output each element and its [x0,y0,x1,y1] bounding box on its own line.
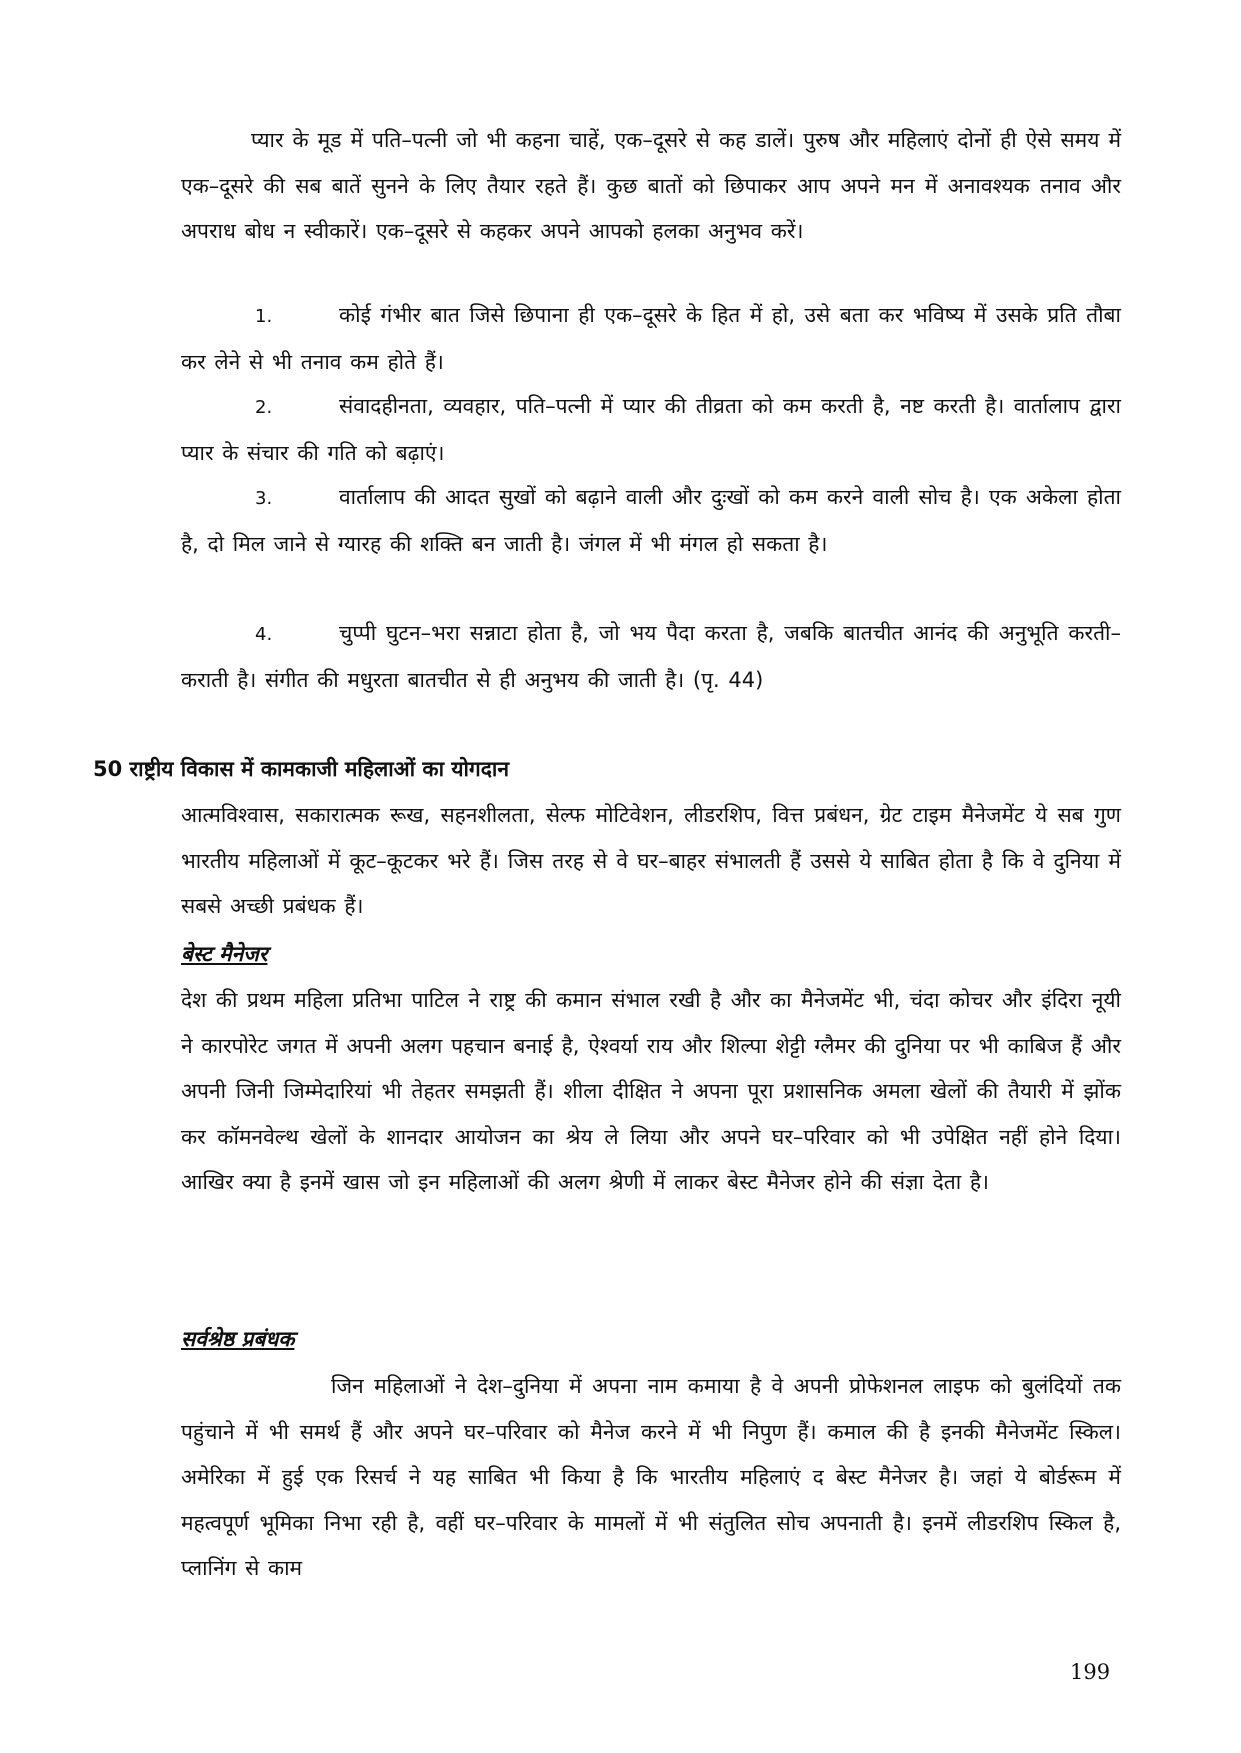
item-text: चुप्पी घुटन–भरा सन्नाटा होता है, जो भय पैदा करता है, जबकि बातचीत आनंद की अनुभूति करती–कराती है। संगीत की मधुरता बातचीत से ही अनुभय की जाती है। (पृ. 44) [181,621,1121,692]
item-number: 3. [255,488,273,509]
numbered-item-2 [181,384,1121,476]
numbered-item-3 [181,475,1121,567]
best-manager-paragraph: देश की प्रथम महिला प्रतिभा पाटिल ने राष्ट्र की कमान संभाल रखी है और का मैनेजमेंट भी, चंदा कोचर और इंदिरा नूयी ने कारपोरेट जगत में अपनी अलग पहचान बनाई है, ऐश्वर्या राय और शिल्पा शेट्टी ग्लैमर की दुनिया पर भी काबिज हैं और अपनी जिनी जिम्मेदारियां भी तेहतर समझती हैं। शीला दीक्षित ने अपना पूरा प्रशासनिक अमला खेलों की तैयारी में झोंक कर कॉमनवेल्थ खेलों के शानदार आयोजन का श्रेय ले लिया और अपने घर–परिवार को भी उपेक्षित नहीं होने दिया। आखिर क्या है इनमें खास जो इन महिलाओं की अलग श्रेणी में लाकर बेस्ट मैनेजर होने की संज्ञा देता है। [181,988,1121,1194]
item-number: 2. [255,397,273,418]
numbered-item-1 [181,293,1121,385]
numbered-item-4 [181,611,1121,703]
section-heading: 50 राष्ट्रीय विकास में कामकाजी महिलाओं का योगदान [93,757,510,781]
page-number: 199 [1070,1660,1111,1684]
top-manager-paragraph: जिन महिलाओं ने देश–दुनिया में अपना नाम कमाया है वे अपनी प्रोफेशनल लाइफ को बुलंदियों तक पहुंचाने में भी समर्थ हैं और अपने घर–परिवार को मैनेज करने में भी निपुण हैं। कमाल की है इनकी मैनेजमेंट स्किल। अमेरिका में हुई एक रिसर्च ने यह साबित भी किया है कि भारतीय महिलाएं द बेस्ट मैनेजर है। जहां ये बोर्डरूम में महत्वपूर्ण भूमिका निभा रही है, वहीं घर–परिवार के मामलों में भी संतुलित सोच अपनाती है। इनमें लीडरशिप स्किल है, प्लानिंग से काम [181,1374,1121,1580]
item-number: 4. [255,624,273,645]
item-text: कोई गंभीर बात जिसे छिपाना ही एक–दूसरे के हित में हो, उसे बता कर भविष्य में उसके प्रति तौबा कर लेने से भी तनाव कम होते हैं। [181,303,1121,374]
intro-paragraph: प्यार के मूड में पति–पत्नी जो भी कहना चाहें, एक–दूसरे से कह डालें। पुरुष और महिलाएं दोनों ही ऐसे समय में एक–दूसरे की सब बातें सुनने के लिए तैयार रहते हैं। कुछ बातों को छिपाकर आप अपने मन में अनावश्यक तनाव और अपराध बोध न स्वीकारें। एक–दूसरे से कहकर अपने आपको हलका अनुभव करें। [181,128,1121,243]
item-number: 1. [255,306,273,327]
best-manager-heading: बेस्ट मैनेजर [181,942,268,966]
top-manager-heading: सर्वश्रेष्ठ प्रबंधक [181,1327,295,1351]
item-text: संवादहीनता, व्यवहार, पति–पत्नी में प्यार की तीव्रता को कम करती है, नष्ट करती है। वार्तालाप द्वारा प्यार के संचार की गति को बढ़ाएं। [181,394,1121,465]
section-paragraph: आत्मविश्वास, सकारात्मक रूख, सहनशीलता, सेल्फ मोटिवेशन, लीडरशिप, वित्त प्रबंधन, ग्रेट टाइम मैनेजमेंट ये सब गुण भारतीय महिलाओं में कूट–कूटकर भरे हैं। जिस तरह से वे घर–बाहर संभालती हैं उससे ये साबित होता है कि वे दुनिया में सबसे अच्छी प्रबंधक हैं। [181,803,1121,918]
item-text: वार्तालाप की आदत सुखों को बढ़ाने वाली और दुःखों को कम करने वाली सोच है। एक अकेला होता है, दो मिल जाने से ग्यारह की शक्ति बन जाती है। जंगल में भी मंगल हो सकता है। [181,485,1121,556]
